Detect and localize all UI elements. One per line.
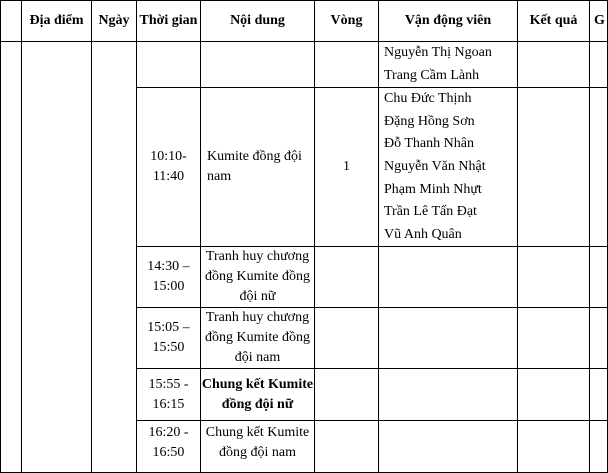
cell-content [201, 42, 315, 88]
header-content: Nội dung [201, 1, 315, 42]
athlete-name: Chu Đức Thịnh [384, 91, 472, 107]
cell-content: Kumite đồng đội nam [201, 88, 315, 247]
athlete-name: Đỗ Thanh Nhân [384, 136, 474, 152]
cell-round [315, 247, 379, 308]
cell-content: Chung kết Kumite đồng đội nữ [201, 369, 315, 421]
cell-round [315, 369, 379, 421]
athlete-name: Trang Cầm Lành [384, 67, 480, 83]
athlete-name: Nguyễn Thị Ngoan [384, 45, 492, 60]
athlete-name: Vũ Anh Quân [384, 226, 462, 242]
cell-notes [590, 42, 608, 88]
cell-athletes [379, 247, 518, 308]
cell-result [518, 369, 590, 421]
cell-time: 14:30 – 15:00 [137, 247, 201, 308]
cell-day [92, 42, 137, 473]
athlete-name: Nguyễn Văn Nhật [384, 158, 486, 174]
header-row [1, 1, 608, 42]
cell-athletes [379, 42, 518, 88]
athlete-name: Trần Lê Tấn Đạt [384, 204, 477, 220]
cell-time: 16:20 - 16:50 [137, 421, 201, 473]
athlete-name: Đặng Hồng Sơn [384, 113, 475, 129]
cell-content: Tranh huy chương đồng Kumite đồng đội nữ [201, 247, 315, 308]
cell-time: 10:10- 11:40 [137, 88, 201, 247]
table-row [1, 42, 608, 88]
header-notes-partial: G [590, 1, 608, 42]
cell-content: Tranh huy chương đồng Kumite đồng đội nam [201, 308, 315, 369]
cell-result [518, 421, 590, 473]
cell-round [315, 42, 379, 88]
header-blank [1, 1, 22, 42]
header-time: Thời gian [137, 1, 201, 42]
cell-round [315, 421, 379, 473]
cell-notes [590, 88, 608, 247]
cell-time: 15:55 - 16:15 [137, 369, 201, 421]
header-location: Địa điểm [22, 1, 92, 42]
cell-blank [1, 42, 22, 473]
cell-athletes [379, 369, 518, 421]
header-athletes: Vận động viên [379, 1, 518, 42]
header-result: Kết quả [518, 1, 590, 42]
cell-notes [590, 369, 608, 421]
cell-round: 1 [315, 88, 379, 247]
header-round: Vòng [315, 1, 379, 42]
cell-time [137, 42, 201, 88]
cell-time: 15:05 – 15:50 [137, 308, 201, 369]
cell-result [518, 247, 590, 308]
cell-notes [590, 421, 608, 473]
cell-notes [590, 308, 608, 369]
cell-athletes [379, 308, 518, 369]
cell-round [315, 308, 379, 369]
cell-result [518, 42, 590, 88]
header-day: Ngày [92, 1, 137, 42]
cell-athletes [379, 421, 518, 473]
cell-athletes [379, 88, 518, 247]
cell-content: Chung kết Kumite đồng đội nam [201, 421, 315, 473]
cell-notes [590, 247, 608, 308]
cell-result [518, 88, 590, 247]
cell-result [518, 308, 590, 369]
cell-location [22, 42, 92, 473]
athlete-name: Phạm Minh Nhựt [384, 181, 482, 197]
